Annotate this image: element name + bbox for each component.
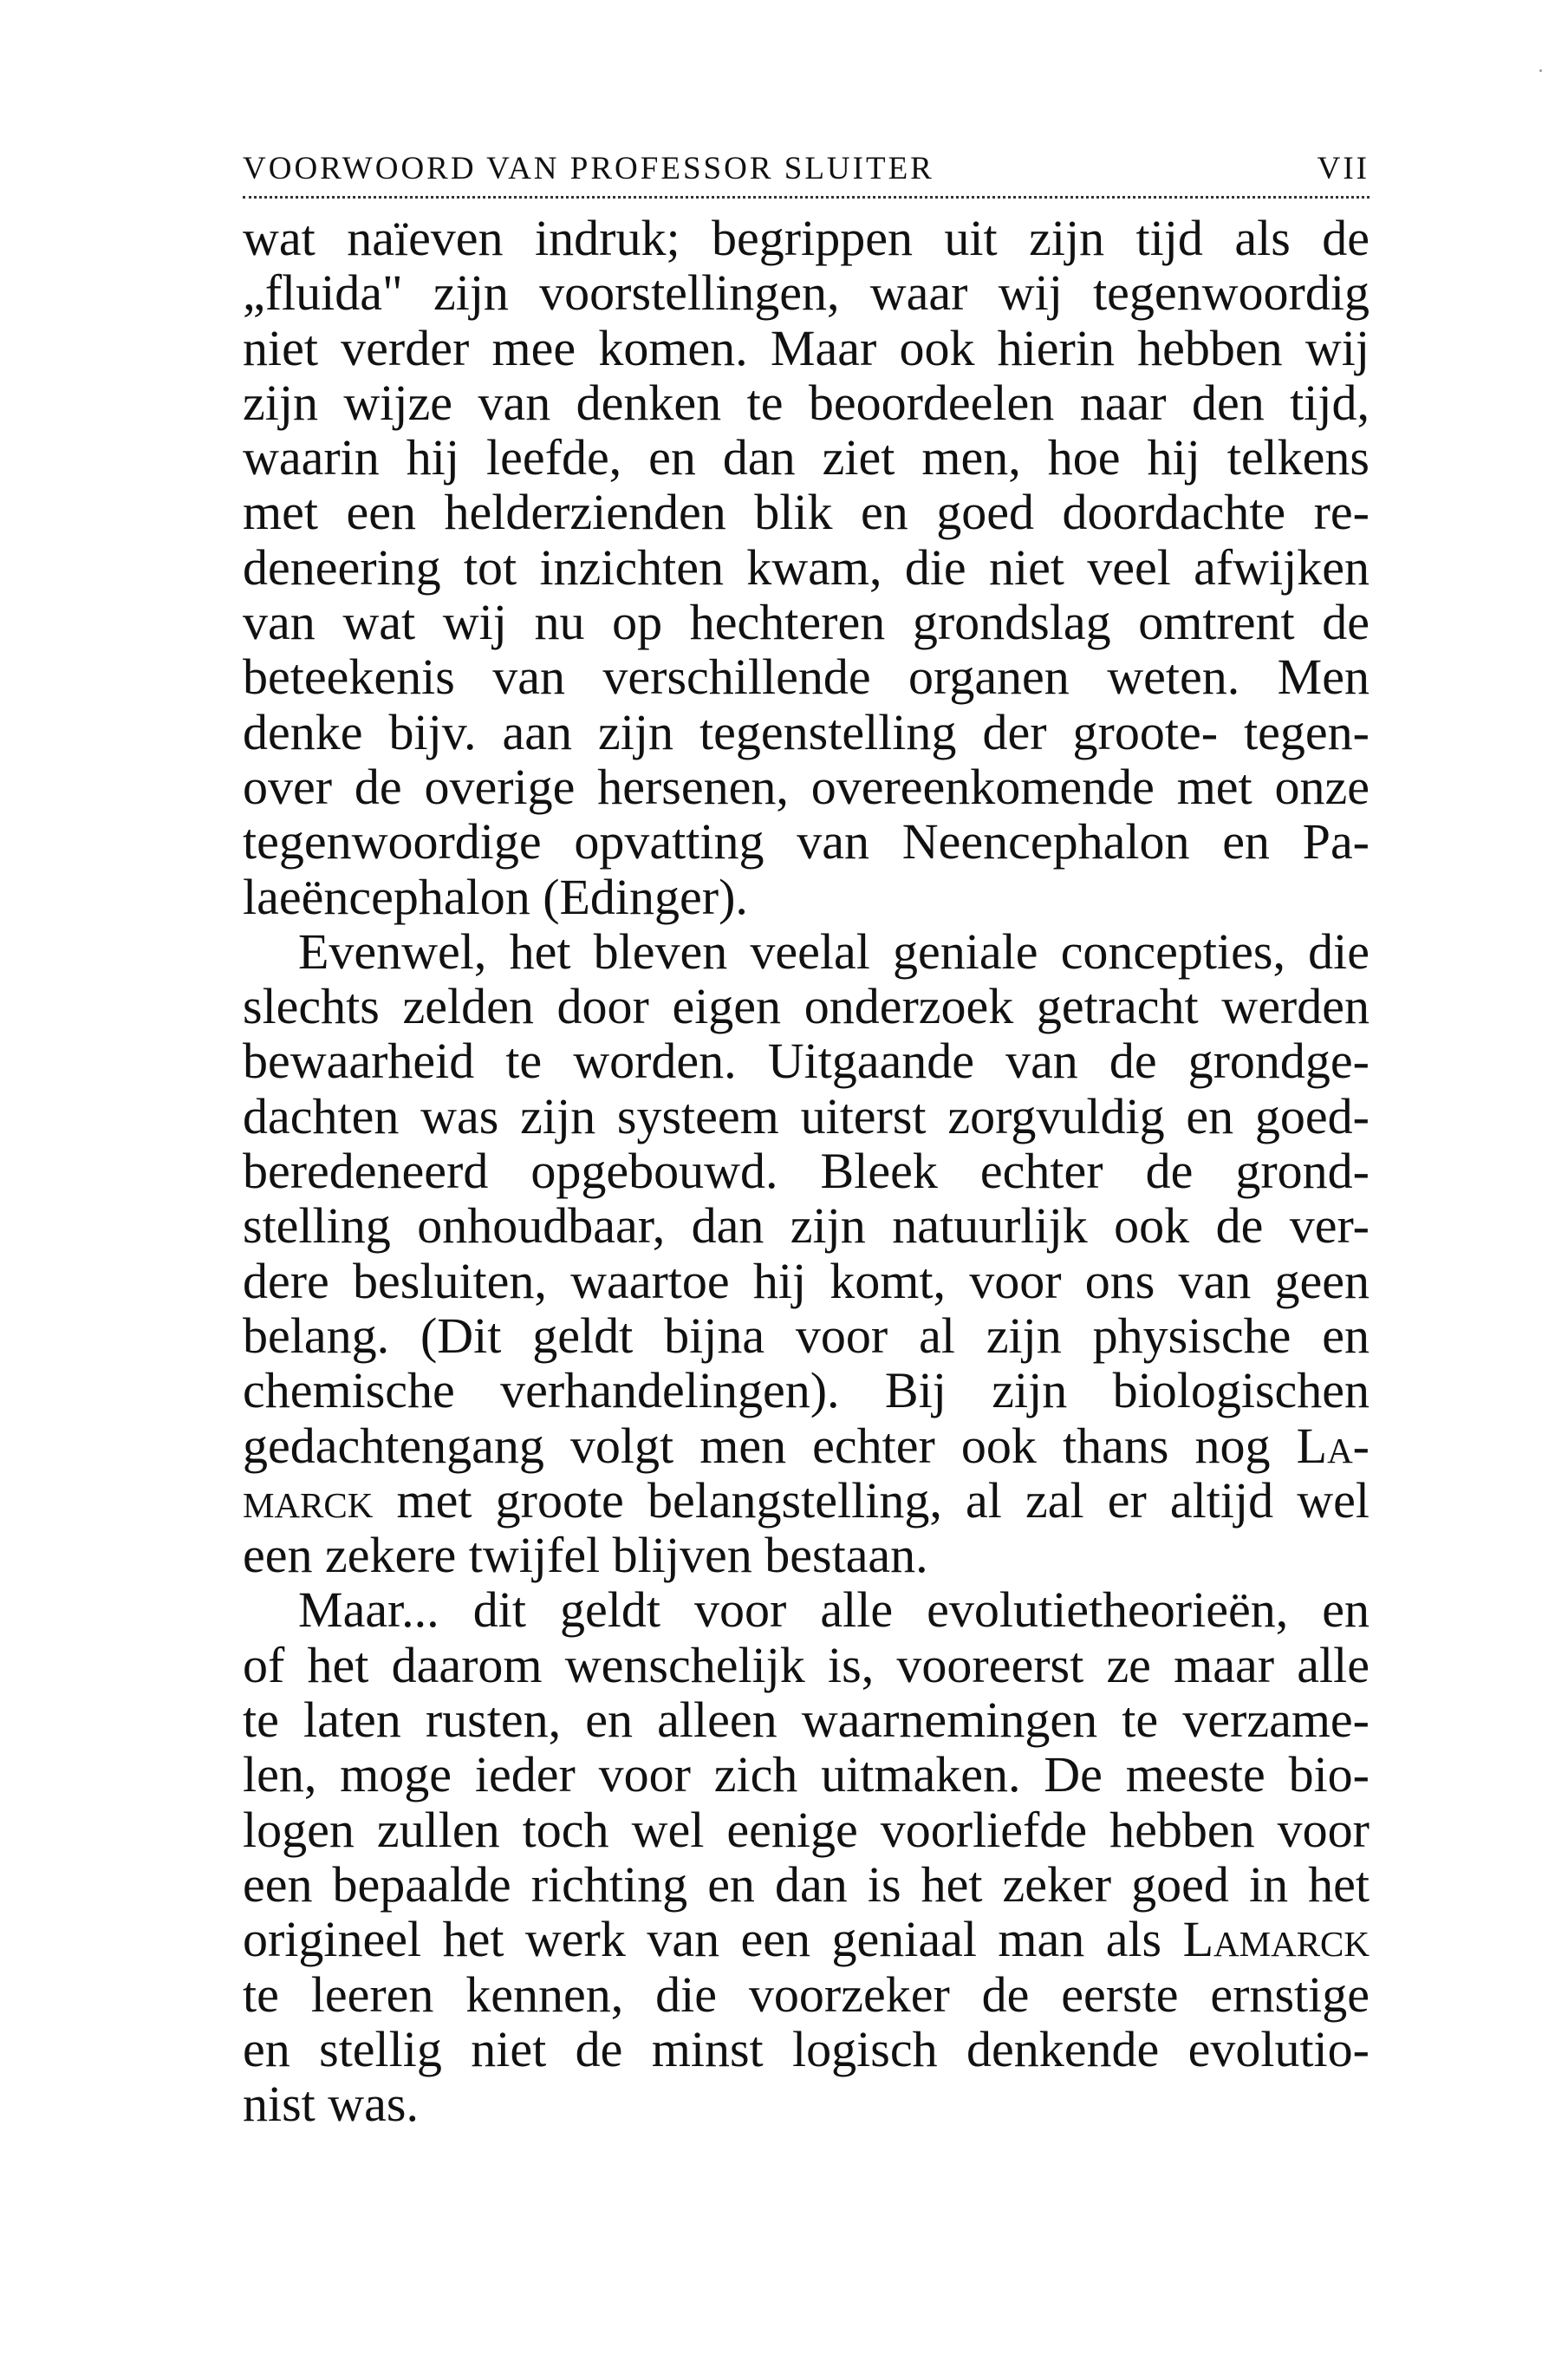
text-line: of het daarom wenschelijk is, vooreerst ze maar alle <box>243 1636 1370 1693</box>
text-line: stelling onhoudbaar, dan zijn natuurlijk ook de ver- <box>243 1197 1370 1255</box>
text-line: dachten was zijn systeem uiterst zorgvuldig en goed- <box>243 1087 1370 1144</box>
text-line: te laten rusten, en alleen waarnemingen te verzame- <box>243 1692 1370 1749</box>
text-line: wat naïeven indruk; begrippen uit zijn tijd als de <box>243 210 1370 266</box>
text-line: logen zullen toch wel eenige voorliefde hebben voor <box>243 1801 1370 1858</box>
page-number: VII <box>1317 151 1370 186</box>
text-line: Evenwel, het bleven veelal geniale concepties, die <box>298 922 1370 980</box>
text-line: van wat wij nu op hechteren grondslag omtrent de <box>243 594 1370 651</box>
book-page <box>243 147 1370 2131</box>
text-line: deneering tot inzichten kwam, die niet veel afwijken <box>243 538 1370 596</box>
text-line: len, moge ieder voor zich uitmaken. De meeste bio- <box>243 1746 1370 1803</box>
text-line: „fluida" zijn voorstellingen, waar wij tegenwoordig <box>243 264 1370 322</box>
text-line: te leeren kennen, die voorzeker de eerste ernstige <box>243 1966 1370 2023</box>
text-line: slechts zelden door eigen onderzoek getracht werden <box>243 978 1370 1035</box>
text-line: laeëncephalon (Edinger). <box>243 868 748 925</box>
text-line: waarin hij leefde, en dan ziet men, hoe hij telkens <box>243 429 1370 486</box>
text-line: marck met groote belangstelling, al zal er altijd wel <box>243 1471 1370 1529</box>
text-line: een zekere twijfel blijven bestaan. <box>243 1527 928 1584</box>
text-line: dere besluiten, waartoe hij komt, voor ons van geen <box>243 1252 1370 1309</box>
text-line: nist was. <box>243 2076 419 2133</box>
text-line: gedachtengang volgt men echter ook thans nog La- <box>243 1417 1370 1474</box>
text-line: chemische verhandelingen). Bij zijn biologischen <box>243 1362 1370 1419</box>
running-head-title: VOORWOORD VAN PROFESSOR SLUITER <box>243 151 934 186</box>
text-line: een bepaalde richting en dan is het zeker goed in het <box>243 1855 1370 1913</box>
body-text <box>243 211 1370 2131</box>
text-line: denke bijv. aan zijn tegenstelling der groote- tegen- <box>243 703 1370 760</box>
text-line: over de overige hersenen, overeenkomende met onze <box>243 758 1370 815</box>
text-line: tegenwoordige opvatting van Neencephalon en Pa- <box>243 813 1370 870</box>
running-head <box>243 147 1370 199</box>
text-line: niet verder mee komen. Maar ook hierin hebben wij <box>243 319 1370 376</box>
text-line: origineel het werk van een geniaal man als Lamarck <box>243 1911 1370 1968</box>
paper-speck <box>1539 69 1542 72</box>
text-line: zijn wijze van denken te beoordeelen naar den tijd, <box>243 374 1370 431</box>
text-line: beredeneerd opgebouwd. Bleek echter de grond- <box>243 1143 1370 1200</box>
text-line: Maar... dit geldt voor alle evolutietheorieën, en <box>298 1581 1370 1639</box>
text-line: belang. (Dit geldt bijna voor al zijn physische en <box>243 1307 1370 1364</box>
text-line: bewaarheid te worden. Uitgaande van de grondge- <box>243 1033 1370 1090</box>
text-line: en stellig niet de minst logisch denkende evolutio- <box>243 2020 1370 2077</box>
text-line: beteekenis van verschillende organen weten. Men <box>243 649 1370 706</box>
text-line: met een helderzienden blik en goed doordachte re- <box>243 484 1370 541</box>
